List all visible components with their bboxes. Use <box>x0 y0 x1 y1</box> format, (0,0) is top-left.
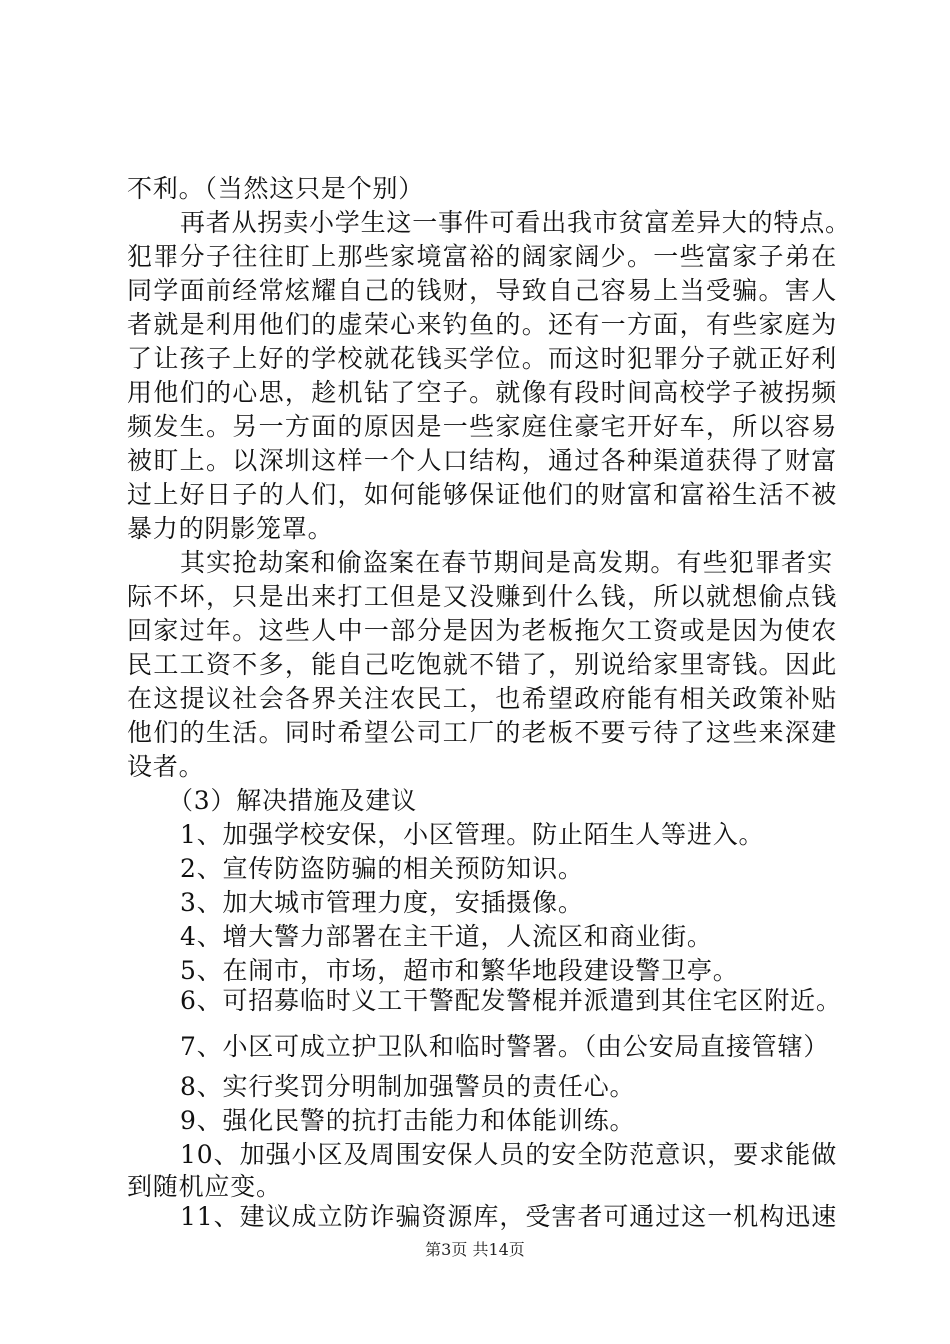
paragraph-first-line: 其实抢劫案和偷盗案在春节期间是高发期。有些犯罪者实 <box>180 548 833 577</box>
text-line: 到随机应变。 <box>127 1172 282 1201</box>
list-item: 1、加强学校安保，小区管理。防止陌生人等进入。 <box>180 820 765 849</box>
text-line: 过上好日子的人们，如何能够保证他们的财富和富裕生活不被 <box>127 480 837 509</box>
text-line: 他们的生活。同时希望公司工厂的老板不要亏待了这些来深建 <box>127 718 837 747</box>
text-line: 犯罪分子往往盯上那些家境富裕的阔家阔少。一些富家子弟在 <box>127 242 837 271</box>
text-line: 暴力的阴影笼罩。 <box>127 514 334 543</box>
list-item: 2、宣传防盗防骗的相关预防知识。 <box>180 854 584 883</box>
text-line: 了让孩子上好的学校就花钱买学位。而这时犯罪分子就正好利 <box>127 344 837 373</box>
text-line: 频发生。另一方面的原因是一些家庭住豪宅开好车，所以容易 <box>127 412 837 441</box>
text-line: 被盯上。以深圳这样一个人口结构，通过各种渠道获得了财富 <box>127 446 837 475</box>
list-item: 7、小区可成立护卫队和临时警署。（由公安局直接管辖） <box>180 1032 830 1061</box>
text-line: 民工工资不多，能自己吃饱就不错了，别说给家里寄钱。因此 <box>127 650 837 679</box>
list-item: 9、强化民警的抗打击能力和体能训练。 <box>180 1106 636 1135</box>
text-line: 不利。（当然这只是个别） <box>127 174 425 203</box>
list-item: 10、加强小区及周围安保人员的安全防范意识，要求能做 <box>180 1140 837 1169</box>
list-item: 11、建议成立防诈骗资源库，受害者可通过这一机构迅速 <box>180 1202 837 1231</box>
text-line: 设者。 <box>127 752 205 781</box>
section-heading: （3）解决措施及建议 <box>168 786 417 815</box>
paragraph-first-line: 再者从拐卖小学生这一事件可看出我市贫富差异大的特点。 <box>180 208 851 237</box>
text-line: 际不坏，只是出来打工但是又没赚到什么钱，所以就想偷点钱 <box>127 582 837 611</box>
text-line: 用他们的心思，趁机钻了空子。就像有段时间高校学子被拐频 <box>127 378 837 407</box>
list-item: 3、加大城市管理力度，安插摄像。 <box>180 888 584 917</box>
text-line: 在这提议社会各界关注农民工，也希望政府能有相关政策补贴 <box>127 684 837 713</box>
list-item: 4、增大警力部署在主干道，人流区和商业街。 <box>180 922 713 951</box>
text-line: 回家过年。这些人中一部分是因为老板拖欠工资或是因为使农 <box>127 616 837 645</box>
text-line: 者就是利用他们的虚荣心来钓鱼的。还有一方面，有些家庭为 <box>127 310 837 339</box>
page-footer: 第3页 共14页 <box>425 1240 525 1259</box>
list-item: 5、在闹市，市场，超市和繁华地段建设警卫亭。 <box>180 956 739 985</box>
list-item: 6、可招募临时义工干警配发警棍并派遣到其住宅区附近。 <box>180 986 842 1015</box>
text-line: 同学面前经常炫耀自己的钱财，导致自己容易上当受骗。害人 <box>127 276 837 305</box>
list-item: 8、实行奖罚分明制加强警员的责任心。 <box>180 1072 636 1101</box>
